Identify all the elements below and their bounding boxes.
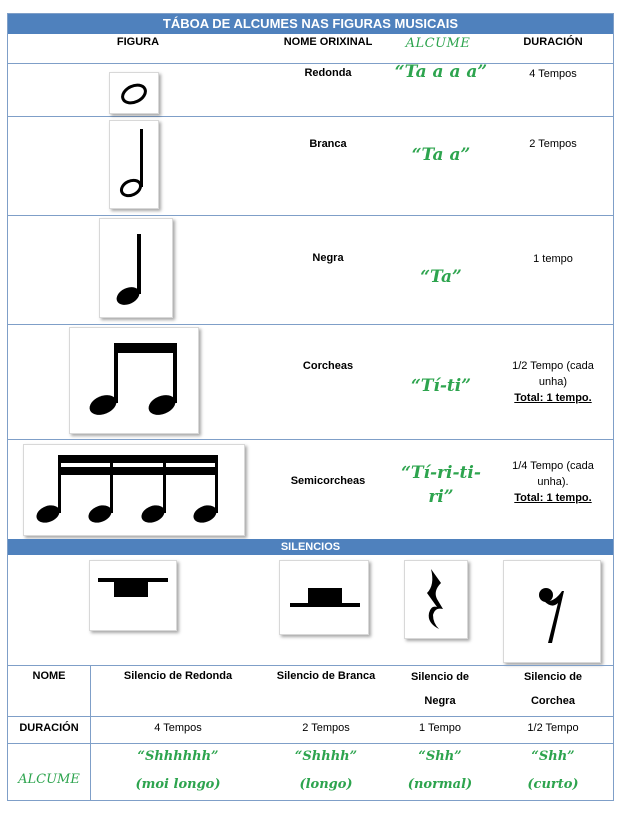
silencio-nome: Silencio de Redonda (123, 670, 233, 682)
silencio-duracion: 1/2 Tempo (527, 722, 579, 734)
alcume-line: “Tí-ri-ti- (401, 463, 481, 483)
divider (8, 63, 613, 64)
alcumes-table (7, 13, 614, 801)
divider (8, 716, 613, 717)
figure-alcume: “Ta” (420, 267, 462, 287)
duration-line: 1/2 Tempo (cada (512, 360, 594, 372)
nome-line: Silencio de (523, 671, 583, 683)
header-figura: FIGURA (116, 36, 160, 48)
eighth-notes-icon (69, 327, 199, 434)
silencio-duracion: 1 Tempo (419, 722, 461, 734)
silencio-duracion: 4 Tempos (154, 722, 202, 734)
figure-name: Corcheas (302, 360, 354, 372)
figure-duration: 4 Tempos (529, 68, 577, 80)
figure-duration (498, 458, 608, 506)
silencio-alcume (498, 743, 608, 799)
nome-line: Negra (424, 695, 456, 707)
alcume-line: (longo) (299, 777, 353, 792)
row-label-duracion: DURACIÓN (19, 722, 79, 734)
divider (8, 215, 613, 216)
whole-note-icon (109, 72, 159, 114)
alcume-line: “Shh” (418, 749, 462, 764)
quarter-rest-icon (404, 560, 468, 639)
silencio-alcume (396, 743, 484, 799)
alcume-line: “Shhhh” (294, 749, 358, 764)
table-title: TÁBOA DE ALCUMES NAS FIGURAS MUSICAIS (8, 14, 613, 34)
header-alcume: ALCUME (405, 36, 471, 51)
alcume-line: “Shhhhhh” (137, 749, 219, 764)
silencio-nome: Silencio de Branca (276, 670, 376, 682)
nome-line: Corchea (530, 695, 576, 707)
duration-total: Total: 1 tempo. (514, 492, 592, 504)
silencio-nome (498, 665, 608, 713)
header-duracion: DURACIÓN (523, 36, 583, 48)
alcume-line: (normal) (407, 777, 473, 792)
nome-line: Silencio de (410, 671, 470, 683)
duration-line: unha). (537, 476, 569, 488)
row-label-nome: NOME (32, 670, 66, 682)
figure-duration: 1 tempo (533, 253, 573, 265)
silencio-duracion: 2 Tempos (302, 722, 350, 734)
figure-name: Redonda (304, 67, 352, 79)
figure-duration (498, 358, 608, 406)
alcume-line: (curto) (527, 777, 579, 792)
header-nome: NOME ORIXINAL (283, 36, 373, 48)
divider (8, 439, 613, 440)
figure-duration: 2 Tempos (529, 138, 577, 150)
figure-alcume: “Tí-ti” (410, 376, 472, 396)
figure-name: Branca (309, 138, 347, 150)
figure-alcume: “Ta a” (411, 145, 471, 165)
duration-line: 1/4 Tempo (cada (512, 460, 594, 472)
quarter-note-icon (99, 218, 173, 318)
figure-alcume: “Ta a a a” (394, 62, 488, 82)
half-rest-icon (279, 560, 369, 635)
sixteenth-notes-icon (23, 444, 245, 536)
half-note-icon (109, 120, 159, 209)
silencio-alcume (108, 743, 248, 799)
duration-line: unha) (538, 376, 568, 388)
row-label-alcume: ALCUME (18, 772, 80, 787)
silencio-nome (396, 665, 484, 713)
silencios-title: SILENCIOS (8, 539, 613, 555)
alcume-line: (moi longo) (135, 777, 221, 792)
divider (8, 324, 613, 325)
eighth-rest-icon (503, 560, 601, 663)
silencio-alcume (256, 743, 396, 799)
figure-name: Negra (312, 252, 344, 264)
alcume-line: “Shh” (531, 749, 575, 764)
divider (8, 116, 613, 117)
whole-rest-icon (89, 560, 177, 631)
figure-alcume (386, 461, 496, 509)
alcume-line: ri” (428, 487, 454, 507)
duration-total: Total: 1 tempo. (514, 392, 592, 404)
divider (90, 665, 91, 801)
figure-name: Semicorcheas (290, 475, 366, 487)
